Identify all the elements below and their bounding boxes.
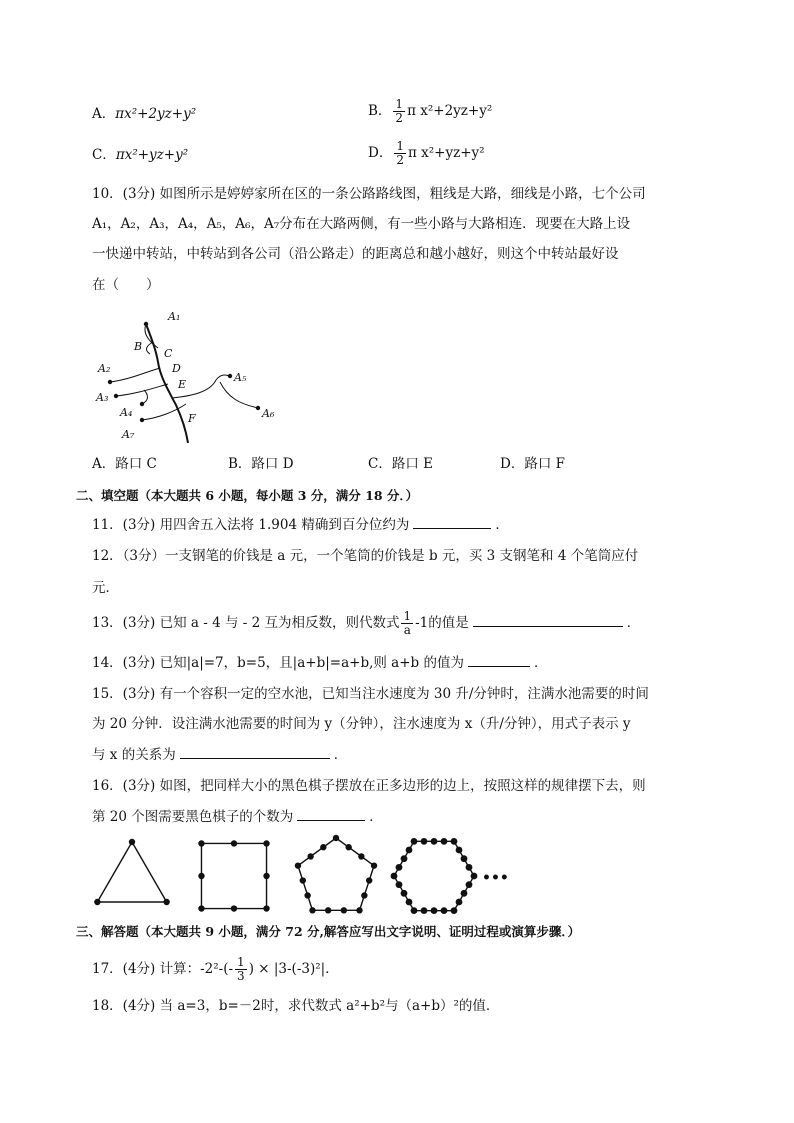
node-a7 (140, 418, 144, 422)
answer-blank (180, 744, 330, 759)
triangle-figure (94, 839, 170, 905)
road-a2 (110, 368, 160, 382)
chess-piece (358, 853, 364, 859)
label-a6: A₆ (262, 407, 275, 420)
chess-piece (356, 907, 362, 913)
chess-piece (325, 907, 331, 913)
chess-piece (391, 873, 398, 880)
chess-piece (361, 892, 367, 898)
polygon-edge (97, 842, 132, 902)
node-a5 (228, 374, 232, 378)
pentagon-figure (295, 835, 377, 914)
q15-line3: 与 x 的关系为 ． (92, 744, 347, 765)
chess-piece (129, 839, 135, 845)
fraction: $\frac{1}{3}$ (237, 955, 245, 983)
chess-piece (401, 890, 408, 897)
node-a3 (114, 394, 118, 398)
q11: 11．(3分) 用四舍五入法将 1.904 精确到百分位约为 ． (92, 514, 509, 535)
q18: 18．(4分) 当 a=3，b=－2时，求代数式 a²+b²与（a+b）²的值． (92, 998, 500, 1014)
chess-piece (198, 840, 204, 846)
chess-piece (366, 877, 372, 883)
chess-piece (94, 899, 100, 905)
q10-option-d: D．路口 F (500, 456, 565, 472)
section3-heading: 三、解答题（本大题共 9 小题，满分 72 分,解答应写出文字说明、证明过程或演算步骤．） (76, 924, 581, 939)
chess-piece (411, 907, 418, 914)
q10-line3: 一快递中转站，中转站到各公司（沿公路走）的距离总和越小越好，则这个中转站最好设 (92, 246, 619, 262)
q10-line1: 10．(3分) 如图所示是婷婷家所在区的一条公路路线图，粗线是大路，细线是小路，七个公司 (92, 186, 646, 202)
chess-piece (341, 907, 347, 913)
label-a7: A₇ (122, 428, 135, 441)
label-d: D (172, 362, 181, 375)
label-c: C (164, 347, 173, 360)
chess-piece (451, 907, 458, 914)
chess-piece (406, 899, 413, 906)
node-a1 (144, 322, 148, 326)
road-a6 (220, 382, 258, 408)
answer-blank (468, 652, 530, 667)
chess-piece (304, 892, 310, 898)
polygon-edge (298, 838, 336, 866)
q10-line2: A₁，A₂，A₃，A₄，A₅，A₆，A₇分布在大路两侧，有一些小路与大路相连．现要在大路上设 (92, 216, 631, 232)
road-map-figure (88, 300, 288, 450)
q10-option-c: C．路口 E (368, 456, 433, 472)
fraction: $\frac{1}{2}$ (396, 139, 404, 167)
q15-line1: 15．(3分) 有一个容积一定的空水池，已知当注水速度为 30 升/分钟时，注满水池需要的时间 (92, 686, 649, 702)
fraction: $\frac{1}{2}$ (395, 97, 404, 125)
answer-blank (297, 806, 365, 821)
node-a6 (256, 406, 260, 410)
q17: 17．(4分) 计算：-2²-(- $\frac{1}{3}$ ) × |3-(-3)²|． (92, 955, 339, 983)
chess-piece (411, 838, 418, 845)
chess-piece (461, 890, 468, 897)
chess-piece (263, 873, 269, 879)
polygon-edge (336, 838, 374, 866)
chess-piece (466, 881, 473, 888)
chess-piece (421, 838, 428, 845)
chess-piece (431, 838, 438, 845)
chess-piece (333, 835, 339, 841)
q16-line2: 第 20 个图需要黑色棋子的个数为 ． (92, 806, 383, 827)
label-a1: A₁ (168, 310, 181, 323)
label-f: F (188, 412, 196, 425)
q13: 13．(3分) 已知 a - 4 与 - 2 互为相反数，则代数式 $\frac{1}{a}$ -1的值是 ． (92, 609, 641, 637)
chess-piece (231, 840, 237, 846)
chess-piece (309, 907, 315, 913)
node-a2 (108, 380, 112, 384)
q10-line4: 在（ ） (92, 277, 160, 293)
polygon-edge (360, 866, 375, 911)
label-a4: A₄ (120, 406, 133, 419)
chess-piece (295, 862, 301, 868)
chess-piece (456, 847, 463, 854)
chess-piece (396, 881, 403, 888)
chess-piece (263, 905, 269, 911)
ellipsis: ••• (482, 870, 509, 886)
chess-piece (466, 864, 473, 871)
chess-piece (431, 907, 438, 914)
label-b: B (134, 340, 143, 353)
chess-piece (320, 844, 326, 850)
node-a4 (140, 402, 144, 406)
label-a3: A₃ (96, 391, 109, 404)
q14: 14．(3分) 已知|a|=7，b=5，且|a+b|=a+b,则 a+b 的值为 ． (92, 652, 547, 673)
chess-piece (345, 844, 351, 850)
polygon-pattern-figure (92, 834, 512, 918)
chess-piece (307, 853, 313, 859)
chess-piece (300, 877, 306, 883)
label-a5: A₅ (234, 371, 247, 384)
section2-heading: 二、填空题（本大题共 6 小题，每小题 3 分，满分 18 分．） (76, 488, 419, 503)
chess-piece (163, 899, 169, 905)
answer-blank (473, 612, 623, 627)
chess-piece (401, 855, 408, 862)
q15-line2: 为 20 分钟．设注满水池需要的时间为 y（分钟），注水速度为 x（升/分钟），用式子表示 y (92, 716, 631, 732)
polygon-edge (298, 866, 313, 911)
label-a2: A₂ (98, 362, 111, 375)
q12-line2: 元． (92, 580, 119, 596)
q16-line1: 16．(3分) 如图，把同样大小的黑色棋子摆放在正多边形的边上，按照这样的规律摆下去，则 (92, 778, 646, 794)
q9-option-a: A．πx²+2yz+y² (92, 106, 197, 122)
chess-piece (441, 907, 448, 914)
q9-option-b: B． $\frac{1}{2}$ π x²+2yz+y² (368, 97, 493, 125)
chess-piece (461, 855, 468, 862)
label-e: E (178, 378, 187, 391)
chess-piece (456, 899, 463, 906)
chess-piece (451, 838, 458, 845)
q10-option-a: A．路口 C (92, 456, 157, 472)
q10-option-b: B．路口 D (228, 456, 294, 472)
answer-blank (413, 514, 491, 529)
q9-option-c: C．πx²+yz+y² (92, 147, 189, 163)
road-a4 (142, 390, 148, 404)
chess-piece (198, 873, 204, 879)
road-b (146, 342, 153, 354)
chess-piece (263, 840, 269, 846)
hexagon-figure (391, 838, 478, 914)
chess-piece (396, 864, 403, 871)
q12-line1: 12．（3分）一支钢笔的价钱是 a 元，一个笔筒的价钱是 b 元，买 3 支钢笔和 4 个笔筒应付 (92, 548, 639, 564)
chess-piece (421, 907, 428, 914)
q9-option-d: D． $\frac{1}{2}$ π x²+yz+y² (368, 139, 485, 167)
road-a3 (116, 384, 168, 396)
square-figure (198, 840, 269, 911)
fraction: $\frac{1}{a}$ (403, 609, 412, 637)
chess-piece (231, 905, 237, 911)
chess-piece (198, 905, 204, 911)
polygon-edge (132, 842, 167, 902)
chess-piece (406, 847, 413, 854)
chess-piece (441, 838, 448, 845)
chess-piece (371, 862, 377, 868)
chess-piece (471, 873, 478, 880)
